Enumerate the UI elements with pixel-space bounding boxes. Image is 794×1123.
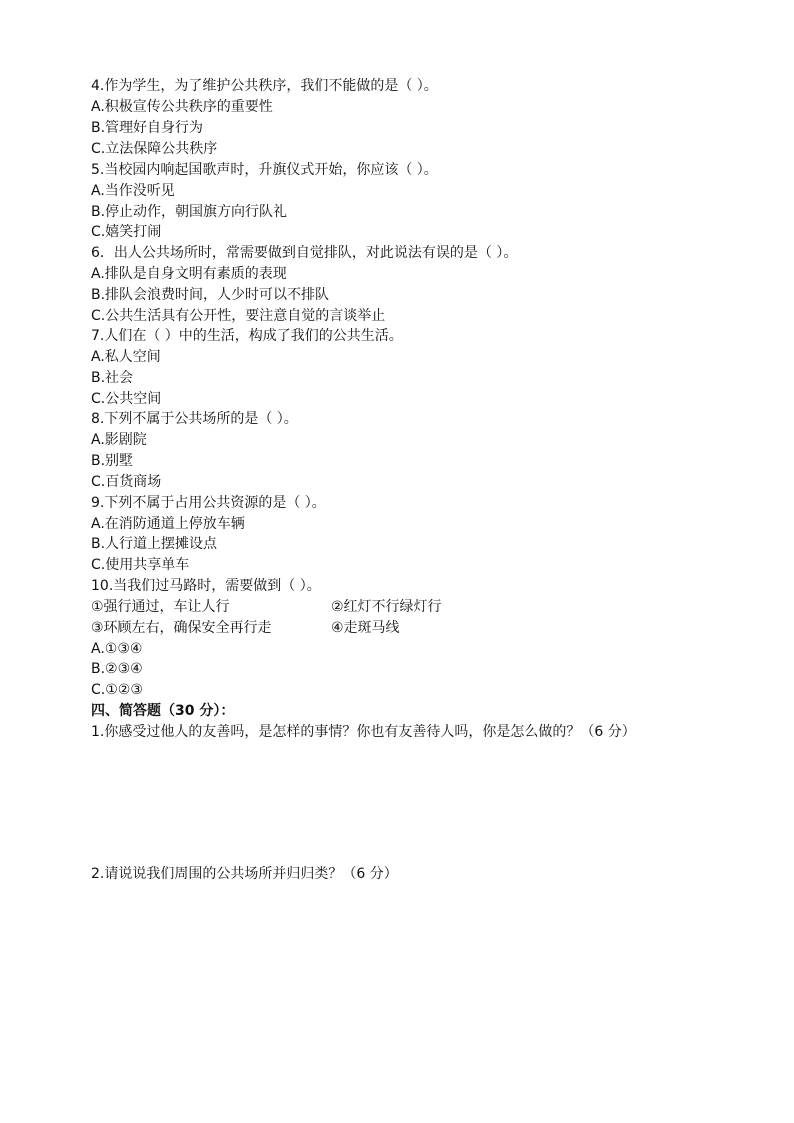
question-8-stem: 8.下列不属于公共场所的是（ ）。	[91, 411, 298, 427]
question-8-option-b: B.别墅	[91, 453, 134, 469]
question-5-option-c: C.嬉笑打闹	[91, 224, 162, 240]
question-5-stem: 5.当校园内响起国歌声时，升旗仪式开始，你应该（ ）。	[91, 162, 438, 178]
question-7-option-c: C.公共空间	[91, 391, 162, 407]
question-4-option-a: A.积极宣传公共秩序的重要性	[91, 99, 273, 115]
question-6-option-c: C.公共生活具有公开性，要注意自觉的言谈举止	[91, 308, 386, 324]
question-6-stem: 6．出人公共场所时，常需要做到自觉排队，对此说法有误的是（ ）。	[91, 245, 518, 261]
question-7-option-b: B.社会	[91, 370, 134, 386]
question-10-option-b: B.②③④	[91, 661, 143, 677]
short-answer-question-1: 1.你感受过他人的友善吗，是怎样的事情？你也有友善待人吗，你是怎么做的？（6 分）	[91, 724, 636, 740]
question-10-statement-1: ①强行通过，车让人行	[91, 599, 230, 615]
question-6-option-a: A.排队是自身文明有素质的表现	[91, 266, 287, 282]
question-10-stem: 10.当我们过马路时，需要做到（ ）。	[91, 578, 321, 594]
short-answer-question-2: 2.请说说我们周围的公共场所并归归类？（6 分）	[91, 866, 398, 882]
question-8-option-a: A.影剧院	[91, 432, 147, 448]
question-5-option-b: B.停止动作，朝国旗方向行队礼	[91, 204, 288, 220]
question-6-option-b: B.排队会浪费时间，人少时可以不排队	[91, 287, 330, 303]
question-9-stem: 9.下列不属于占用公共资源的是（ ）。	[91, 495, 326, 511]
question-10-statement-4: ④走斑马线	[331, 620, 400, 636]
question-7-option-a: A.私人空间	[91, 349, 161, 365]
question-8-option-c: C.百货商场	[91, 474, 162, 490]
question-9-option-c: C.使用共享单车	[91, 557, 190, 573]
question-10-statement-3: ③环顾左右，确保安全再行走	[91, 620, 272, 636]
question-4-stem: 4.作为学生，为了维护公共秩序，我们不能做的是（ ）。	[91, 78, 438, 94]
question-9-option-a: A.在消防通道上停放车辆	[91, 516, 245, 532]
question-10-option-c: C.①②③	[91, 682, 143, 698]
question-7-stem: 7.人们在（ ）中的生活，构成了我们的公共生活。	[91, 328, 403, 344]
question-5-option-a: A.当作没听见	[91, 183, 175, 199]
section-4-heading: 四、简答题（30 分）：	[91, 703, 235, 719]
question-4-option-c: C.立法保障公共秩序	[91, 141, 218, 157]
question-10-statement-2: ②红灯不行绿灯行	[331, 599, 442, 615]
question-9-option-b: B.人行道上摆摊设点	[91, 536, 218, 552]
question-4-option-b: B.管理好自身行为	[91, 120, 204, 136]
question-10-option-a: A.①③④	[91, 641, 143, 657]
